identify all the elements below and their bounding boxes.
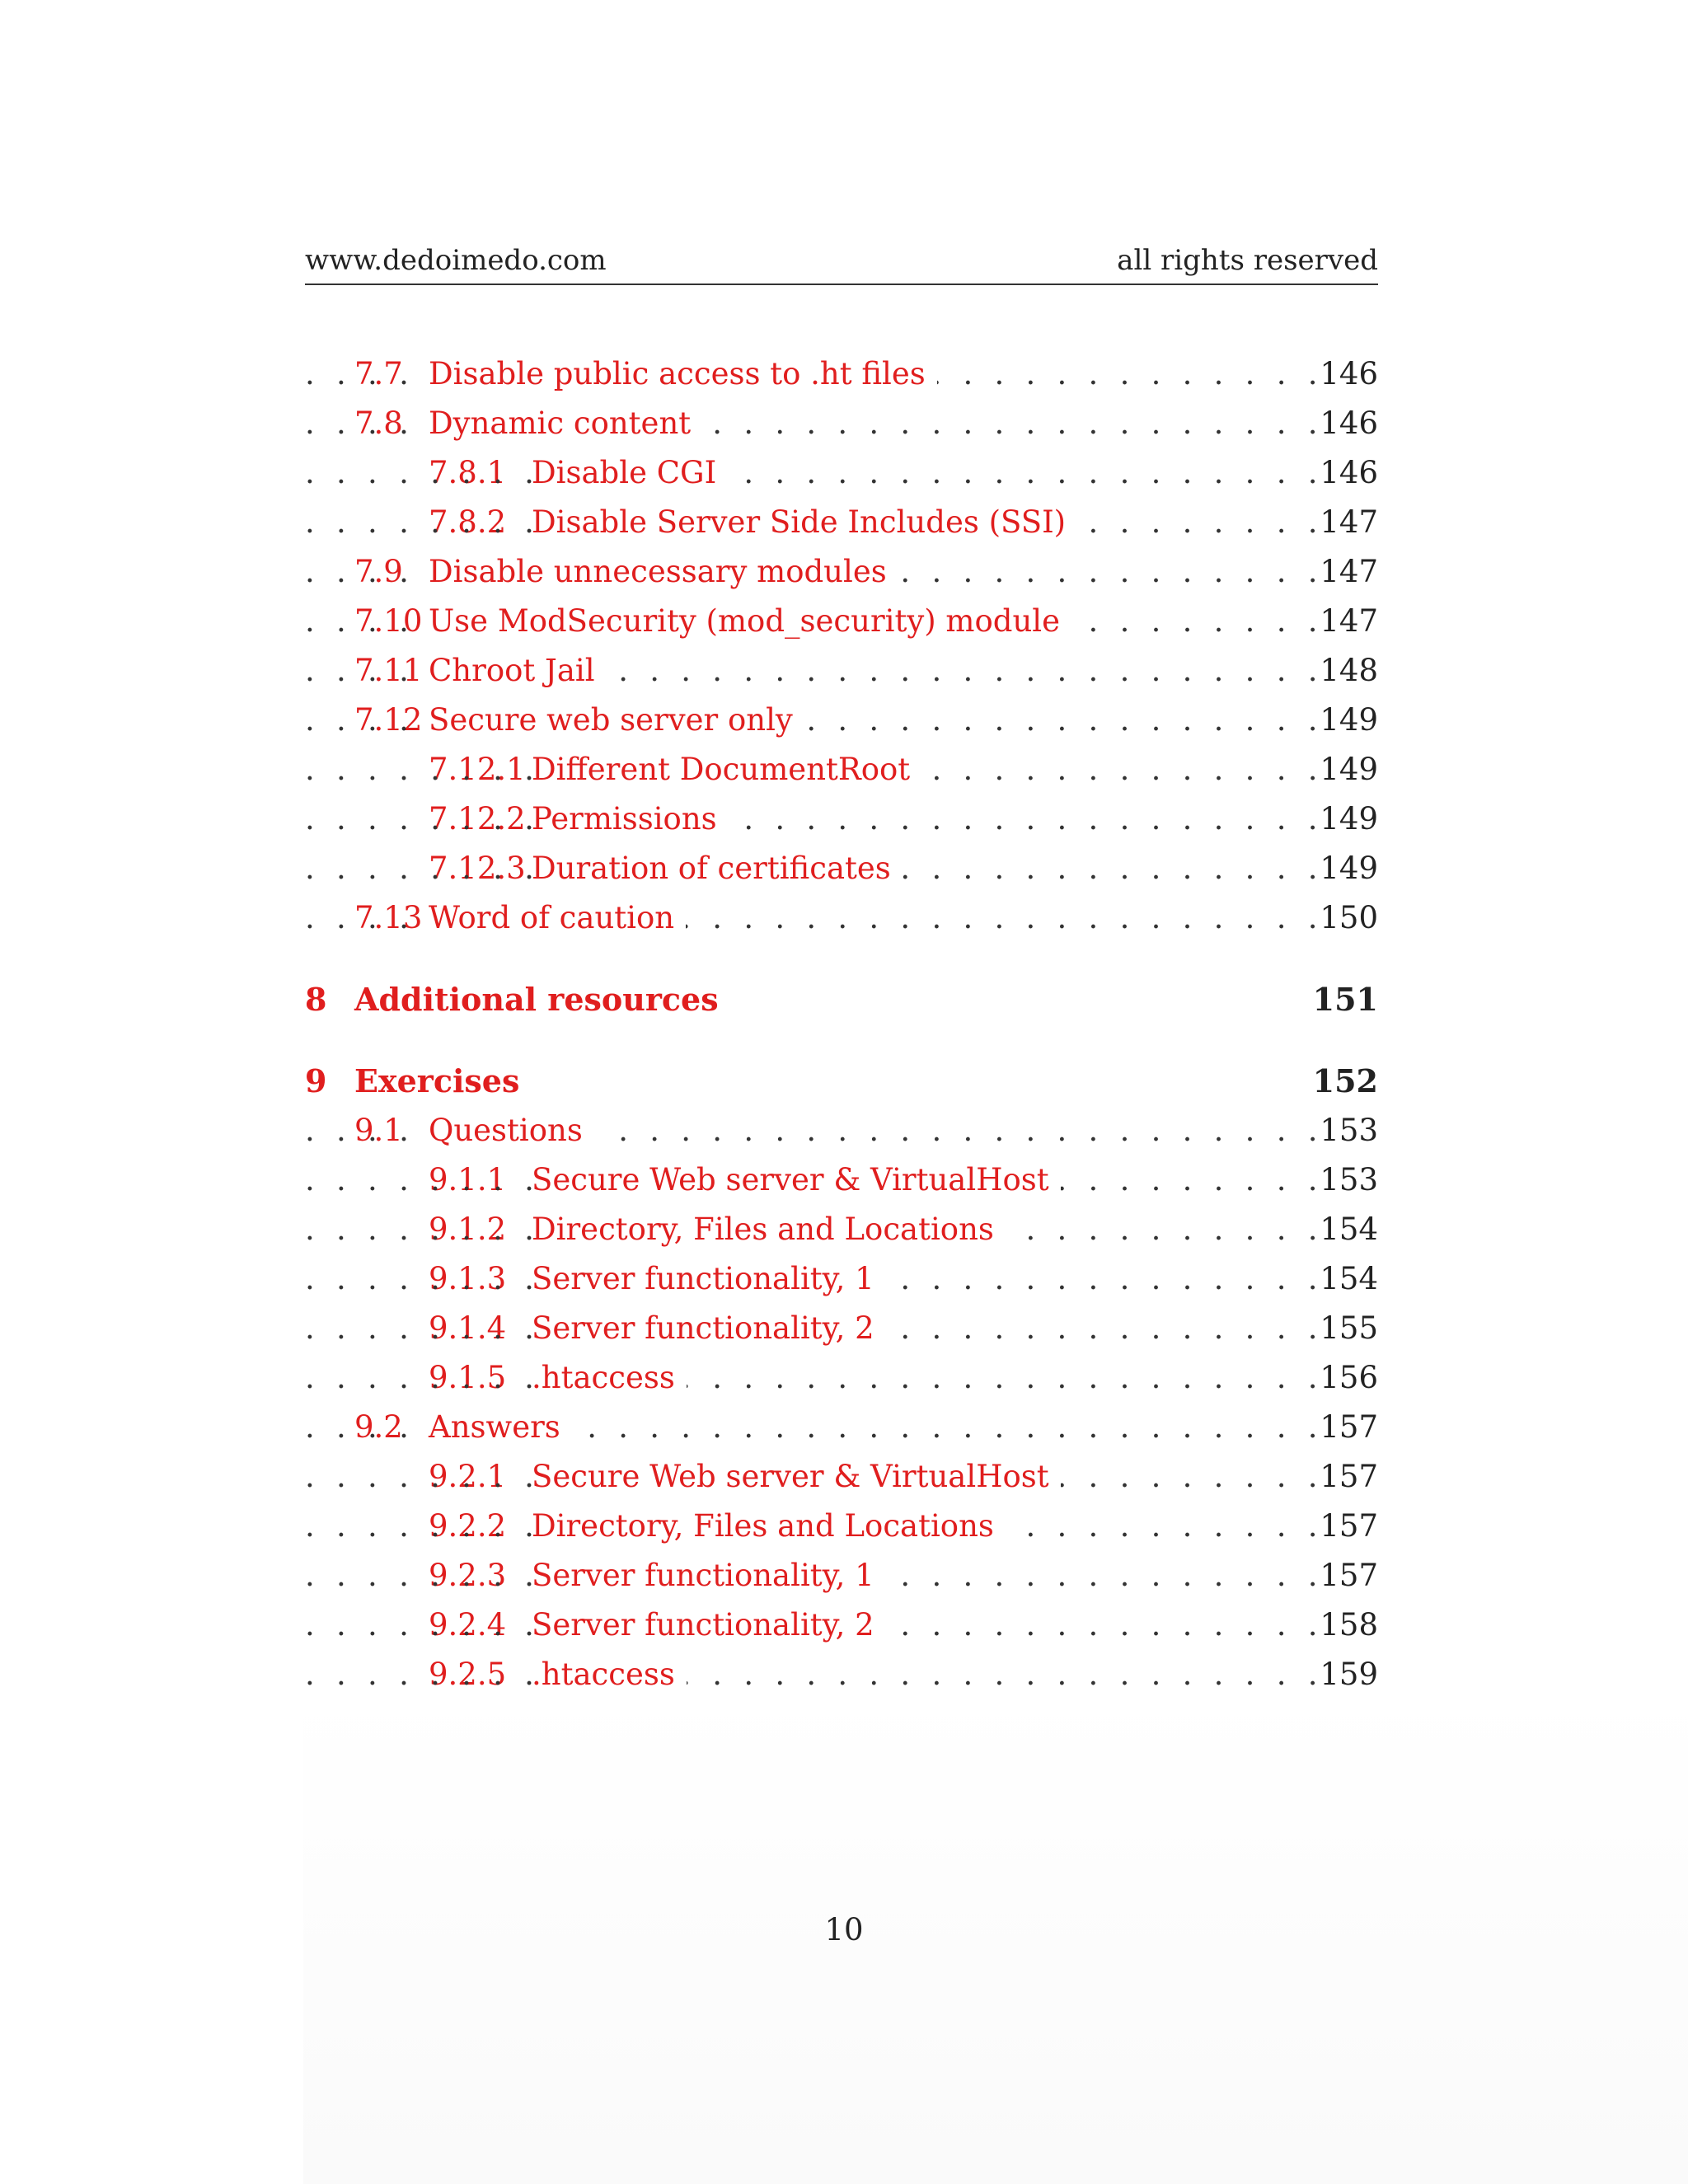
toc-entry-page: 147 xyxy=(1316,597,1378,646)
toc-entry[interactable] xyxy=(305,498,1378,547)
toc-entry-number: 9.1 xyxy=(354,1113,403,1148)
toc-entry-page: 149 xyxy=(1316,745,1378,794)
toc-entry-title[interactable]: .htaccess xyxy=(532,1650,687,1699)
toc-entry-number: 7.8 xyxy=(354,405,403,441)
toc-chapter-9[interactable] xyxy=(305,1057,1378,1106)
toc-entry-title[interactable]: Server functionality, 1 xyxy=(532,1551,886,1601)
header-website: www.dedoimedo.com xyxy=(305,244,607,277)
toc-entry[interactable] xyxy=(305,1304,1378,1353)
dot-leader xyxy=(305,448,1315,498)
chapter-page: 151 xyxy=(1310,975,1378,1024)
dot-leader xyxy=(305,794,1315,844)
toc-entry-title[interactable]: Dynamic content xyxy=(429,399,702,448)
toc-entry-number: 7.7 xyxy=(354,356,403,391)
toc-entry-number: 7.10 xyxy=(354,603,423,639)
chapter-number: 9 xyxy=(305,1062,327,1099)
toc-entry-number: 7.8.2 xyxy=(429,504,507,540)
toc-entry-page: 147 xyxy=(1316,547,1378,597)
toc-entry-title[interactable]: Disable public access to .ht files xyxy=(429,349,937,399)
toc-entry-page: 149 xyxy=(1316,696,1378,745)
toc-entry[interactable] xyxy=(305,1106,1378,1155)
toc-entry-number: 7.9 xyxy=(354,554,403,589)
toc-entry[interactable] xyxy=(305,893,1378,943)
toc-entry-number: 9.2.2 xyxy=(429,1508,507,1544)
toc-entry[interactable] xyxy=(305,1205,1378,1254)
toc-entry[interactable] xyxy=(305,1155,1378,1205)
chapter-title[interactable]: Exercises xyxy=(354,1057,519,1106)
toc-entry-number: 9.1.3 xyxy=(429,1261,507,1296)
toc-entry-title[interactable]: Secure Web server & VirtualHost xyxy=(532,1452,1061,1502)
spacer xyxy=(305,1024,1378,1057)
dot-leader xyxy=(305,1353,1315,1403)
toc-entry[interactable] xyxy=(305,794,1378,844)
toc-entry-page: 158 xyxy=(1316,1601,1378,1650)
toc-entry-number: 7.12.2 xyxy=(429,801,526,837)
toc-entry-page: 150 xyxy=(1316,893,1378,943)
toc-entry-page: 159 xyxy=(1316,1650,1378,1699)
toc-entry-number: 7.13 xyxy=(354,900,423,935)
toc-entry-number: 7.12.3 xyxy=(429,851,526,886)
toc-entry-number: 9.1.5 xyxy=(429,1360,507,1395)
toc-entry-number: 9.1.4 xyxy=(429,1310,507,1346)
toc-section-9-entries xyxy=(305,1106,1378,1699)
toc-entry-title[interactable]: Use ModSecurity (mod_security) module xyxy=(429,597,1071,646)
toc-entry[interactable] xyxy=(305,844,1378,893)
toc-entry-page: 148 xyxy=(1316,646,1378,696)
toc-entry-page: 157 xyxy=(1316,1452,1378,1502)
toc-entry-page: 149 xyxy=(1316,794,1378,844)
toc-entry-page: 154 xyxy=(1316,1254,1378,1304)
toc-entry-title[interactable]: Chroot Jail xyxy=(429,646,607,696)
toc-entry-title[interactable]: Answers xyxy=(429,1403,572,1452)
table-of-contents xyxy=(305,349,1378,1699)
toc-entry-page: 156 xyxy=(1316,1353,1378,1403)
toc-entry-page: 153 xyxy=(1316,1155,1378,1205)
toc-entry-title[interactable]: Disable Server Side Includes (SSI) xyxy=(532,498,1077,547)
toc-entry[interactable] xyxy=(305,1502,1378,1551)
toc-entry-title[interactable]: Permissions xyxy=(532,794,729,844)
toc-entry-page: 155 xyxy=(1316,1304,1378,1353)
toc-entry-number: 9.2.4 xyxy=(429,1607,507,1643)
toc-entry[interactable] xyxy=(305,1452,1378,1502)
toc-entry-page: 146 xyxy=(1316,448,1378,498)
chapter-page: 152 xyxy=(1310,1057,1378,1106)
toc-entry-page: 147 xyxy=(1316,498,1378,547)
toc-entry-title[interactable]: Disable CGI xyxy=(532,448,728,498)
toc-entry-title[interactable]: Word of caution xyxy=(429,893,686,943)
toc-entry[interactable] xyxy=(305,547,1378,597)
dot-leader xyxy=(305,1650,1315,1699)
toc-entry[interactable] xyxy=(305,1601,1378,1650)
toc-entry-page: 146 xyxy=(1316,399,1378,448)
toc-entry-title[interactable]: Server functionality, 2 xyxy=(532,1304,886,1353)
toc-entry-number: 7.11 xyxy=(354,653,423,688)
toc-entry[interactable] xyxy=(305,745,1378,794)
toc-entry-title[interactable]: .htaccess xyxy=(532,1353,687,1403)
toc-entry-title[interactable]: Different DocumentRoot xyxy=(532,745,921,794)
toc-entry-page: 146 xyxy=(1316,349,1378,399)
toc-entry-number: 7.12 xyxy=(354,702,423,738)
toc-entry[interactable] xyxy=(305,399,1378,448)
toc-entry-title[interactable]: Directory, Files and Locations xyxy=(532,1502,1006,1551)
toc-entry[interactable] xyxy=(305,1403,1378,1452)
toc-entry-title[interactable]: Secure Web server & VirtualHost xyxy=(532,1155,1061,1205)
toc-entry-number: 9.2 xyxy=(354,1409,403,1445)
toc-entry-page: 157 xyxy=(1316,1551,1378,1601)
toc-entry[interactable] xyxy=(305,1254,1378,1304)
toc-entry-number: 9.2.1 xyxy=(429,1459,507,1494)
toc-entry[interactable] xyxy=(305,1353,1378,1403)
toc-entry[interactable] xyxy=(305,1650,1378,1699)
toc-entry[interactable] xyxy=(305,696,1378,745)
running-header xyxy=(305,244,1378,285)
spacer xyxy=(305,943,1378,975)
toc-entry-title[interactable]: Directory, Files and Locations xyxy=(532,1205,1006,1254)
toc-entry-page: 149 xyxy=(1316,844,1378,893)
toc-section-7-entries xyxy=(305,349,1378,943)
toc-entry-number: 9.1.1 xyxy=(429,1162,507,1197)
toc-entry[interactable] xyxy=(305,349,1378,399)
toc-entry-title[interactable]: Server functionality, 1 xyxy=(532,1254,886,1304)
toc-entry[interactable] xyxy=(305,597,1378,646)
page-number: 10 xyxy=(824,1912,864,1947)
toc-entry-page: 157 xyxy=(1316,1502,1378,1551)
toc-entry-title[interactable]: Duration of certificates xyxy=(532,844,903,893)
toc-entry-page: 154 xyxy=(1316,1205,1378,1254)
toc-entry[interactable] xyxy=(305,1551,1378,1601)
toc-entry-page: 157 xyxy=(1316,1403,1378,1452)
toc-entry-number: 9.2.3 xyxy=(429,1558,507,1593)
toc-entry-number: 9.1.2 xyxy=(429,1212,507,1247)
toc-entry-page: 153 xyxy=(1316,1106,1378,1155)
toc-entry-number: 9.2.5 xyxy=(429,1657,507,1692)
header-rights: all rights reserved xyxy=(1117,244,1378,277)
toc-entry-title[interactable]: Server functionality, 2 xyxy=(532,1601,886,1650)
toc-entry[interactable] xyxy=(305,646,1378,696)
toc-entry-title[interactable]: Secure web server only xyxy=(429,696,804,745)
toc-entry-number: 7.8.1 xyxy=(429,455,507,490)
toc-chapter-8[interactable] xyxy=(305,975,1378,1024)
chapter-number: 8 xyxy=(305,981,327,1018)
chapter-title[interactable]: Additional resources xyxy=(354,975,719,1024)
toc-entry-number: 7.12.1 xyxy=(429,752,526,787)
toc-entry-title[interactable]: Disable unnecessary modules xyxy=(429,547,898,597)
toc-entry[interactable] xyxy=(305,448,1378,498)
toc-entry-title[interactable]: Questions xyxy=(429,1106,594,1155)
